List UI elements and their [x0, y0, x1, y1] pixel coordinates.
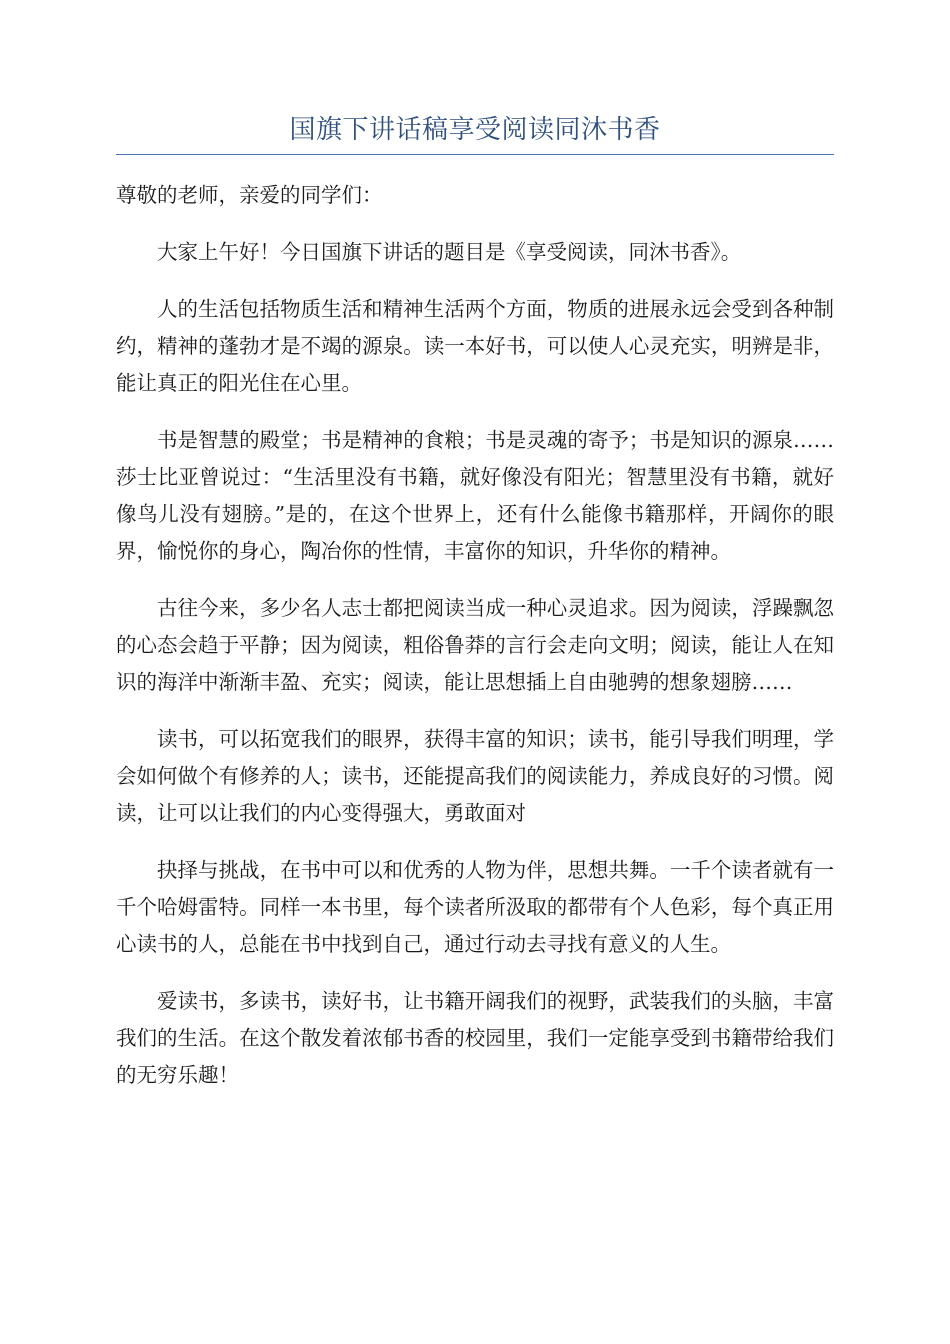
document-title: 国旗下讲话稿享受阅读同沐书香 — [289, 115, 661, 145]
paragraph-3: 书是智慧的殿堂；书是精神的食粮；书是灵魂的寄予；书是知识的源泉……莎士比亚曾说过：“生活里没有书籍，就好像没有阳光；智慧里没有书籍，就好像鸟儿没有翅膀。”是的，在这个世界上，还有什么能像书籍那样，开阔你的眼界，愉悦你的身心，陶冶你的性情，丰富你的知识，升华你的精神。 — [116, 428, 834, 563]
document-page — [116, 108, 834, 1094]
paragraph-4: 古往今来，多少名人志士都把阅读当成一种心灵追求。因为阅读，浮躁飘忽的心态会趋于平静；因为阅读，粗俗鲁莽的言行会走向文明；阅读，能让人在知识的海洋中渐渐丰盈、充实；阅读，能让思想插上自由驰骋的想象翅膀…… — [116, 596, 834, 694]
paragraph-7: 爱读书，多读书，读好书，让书籍开阔我们的视野，武装我们的头脑，丰富我们的生活。在这个散发着浓郁书香的校园里，我们一定能享受到书籍带给我们的无穷乐趣！ — [116, 989, 834, 1087]
salutation: 尊敬的老师，亲爱的同学们： — [116, 183, 383, 207]
paragraph-1: 大家上午好！今日国旗下讲话的题目是《享受阅读，同沐书香》。 — [157, 240, 742, 264]
title-underline — [116, 154, 834, 155]
paragraph-2: 人的生活包括物质生活和精神生活两个方面，物质的进展永远会受到各种制约，精神的蓬勃才是不竭的源泉。读一本好书，可以使人心灵充实，明辨是非，能让真正的阳光住在心里。 — [116, 297, 834, 395]
paragraph-5: 读书，可以拓宽我们的眼界，获得丰富的知识；读书，能引导我们明理，学会如何做个有修养的人；读书，还能提高我们的阅读能力，养成良好的习惯。阅读，让可以让我们的内心变得强大，勇敢面对 — [116, 727, 834, 825]
paragraph-6: 抉择与挑战，在书中可以和优秀的人物为伴，思想共舞。一千个读者就有一千个哈姆雷特。同样一本书里，每个读者所汲取的都带有个人色彩，每个真正用心读书的人，总能在书中找到自己，通过行动去寻找有意义的人生。 — [116, 858, 834, 956]
